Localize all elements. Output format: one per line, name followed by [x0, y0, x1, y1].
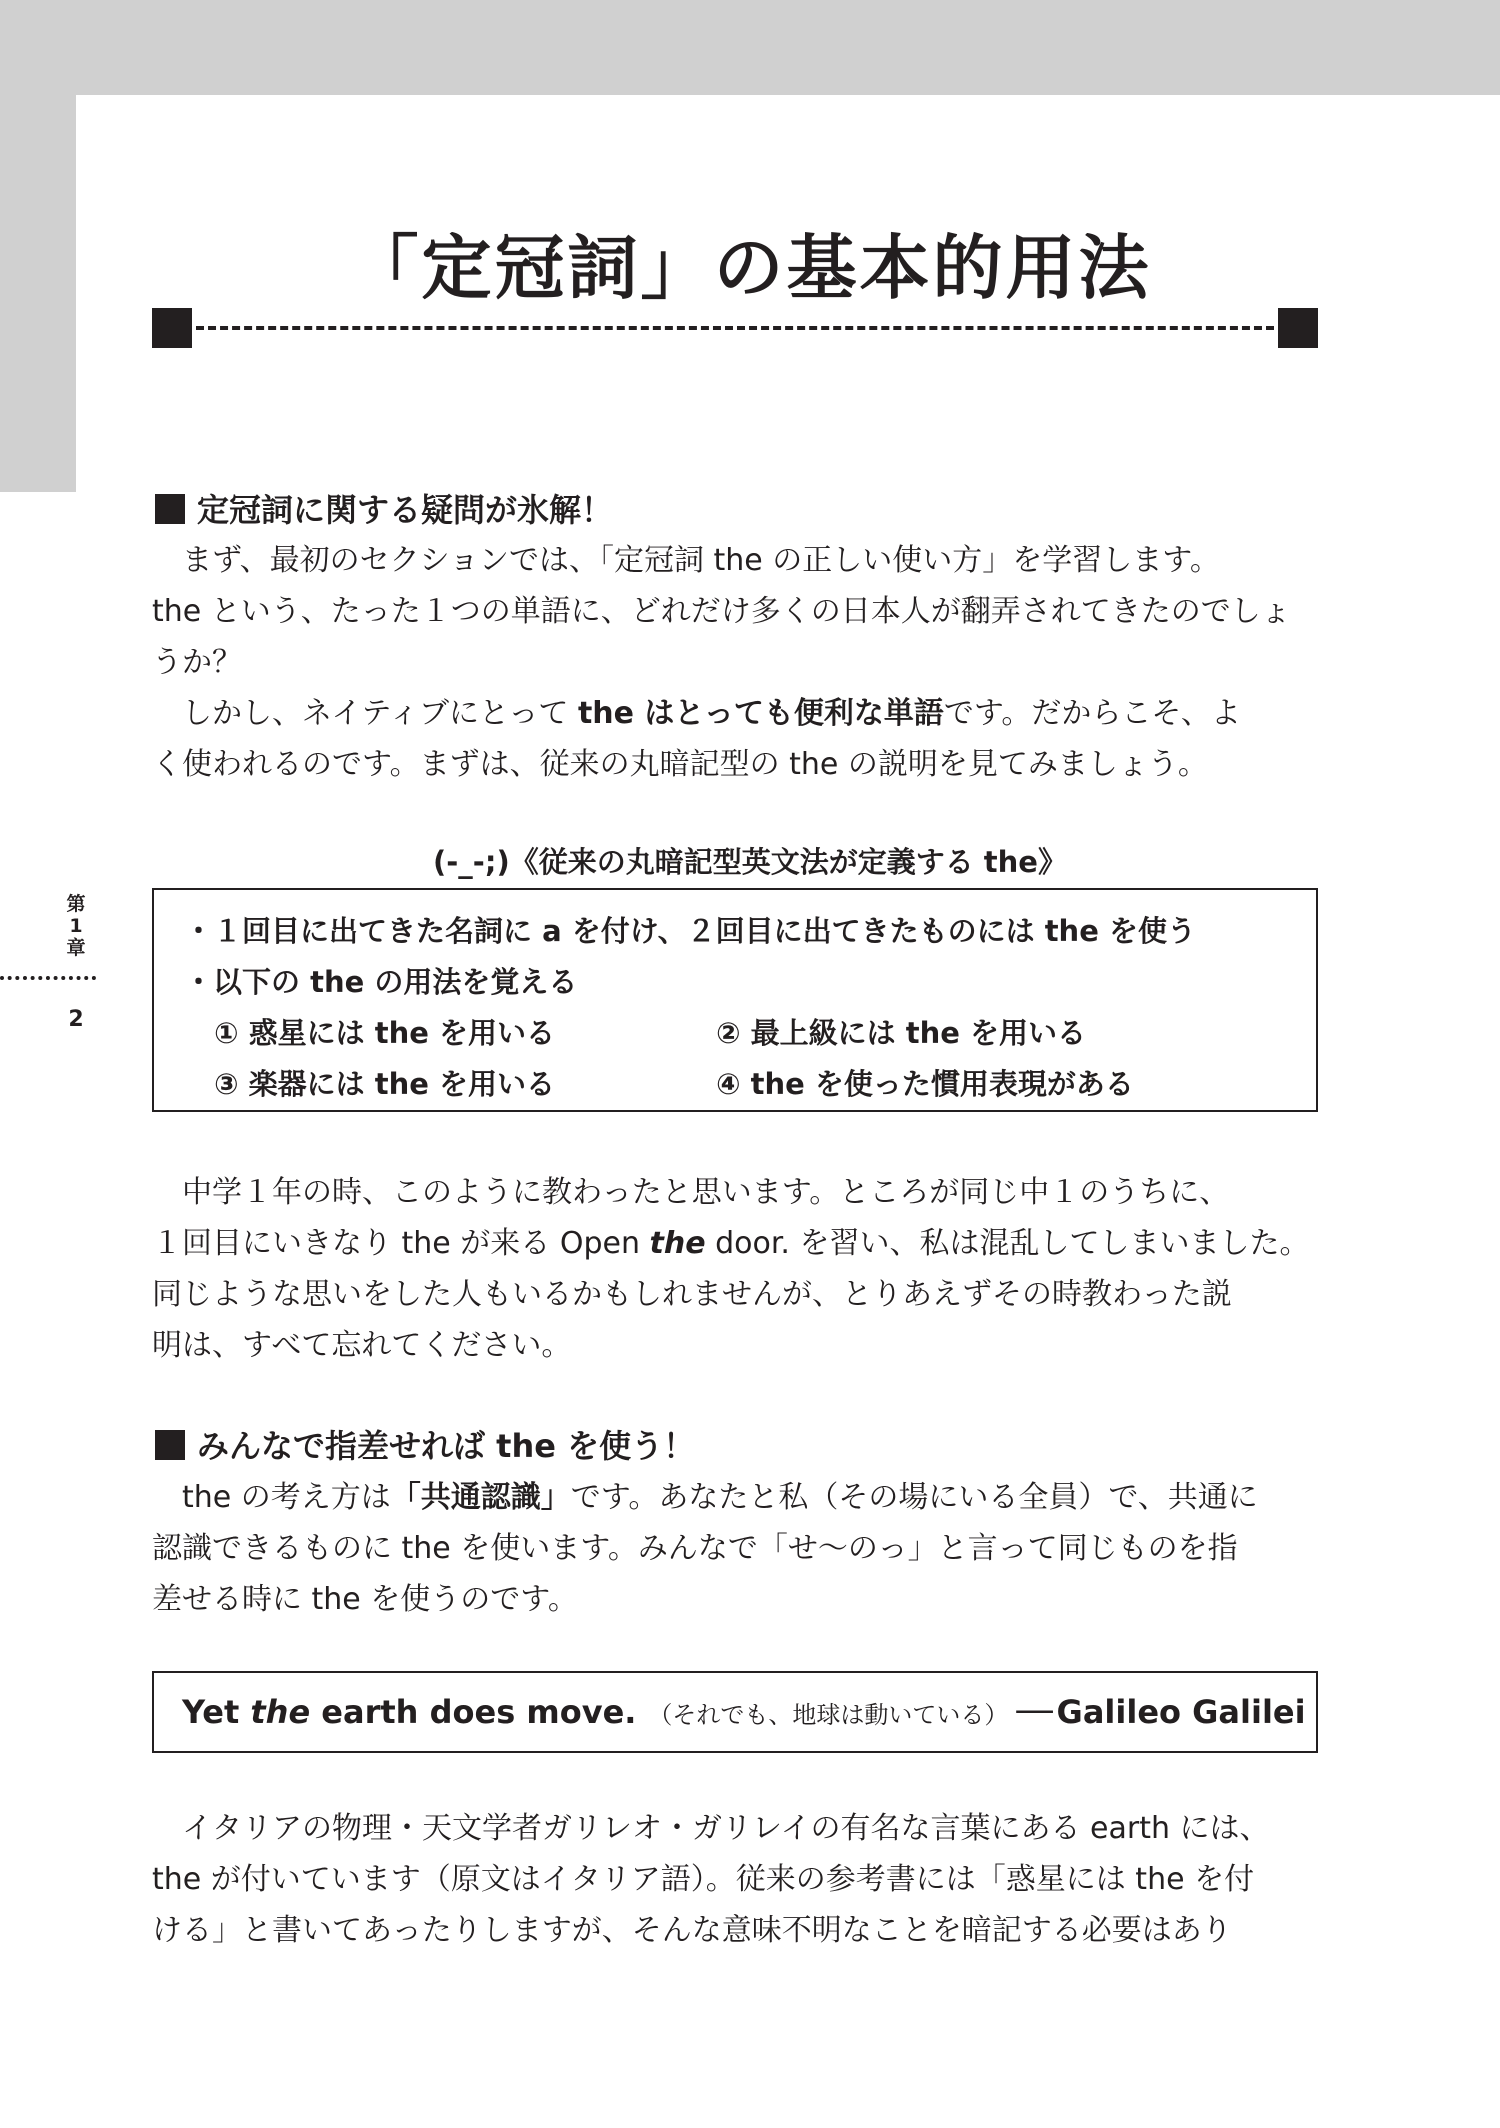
emphasis-text: the	[250, 1693, 311, 1731]
text-run: the の考え方は	[152, 1480, 391, 1515]
rule-items-row	[184, 1008, 1286, 1059]
text-run: １回目にいきなり the が来る Open	[152, 1226, 650, 1261]
section-heading-1-text: 定冠詞に関する疑問が氷解！	[197, 491, 614, 529]
emphasis-text: 「共通認識」	[390, 1480, 571, 1515]
text-run: Yet	[182, 1693, 251, 1731]
rule-item: ② 最上級には the を用いる	[716, 1016, 1087, 1050]
quote-translation: （それでも、地球は動いている）	[648, 1700, 1009, 1729]
quote-author: Galileo Galilei	[1056, 1693, 1306, 1731]
top-gray-band	[0, 0, 1500, 95]
text-run: earth does move.	[310, 1693, 637, 1731]
section-heading-2	[155, 1424, 695, 1468]
text-run: です。だからこそ、よ	[943, 696, 1241, 731]
divider-square-right	[1278, 308, 1318, 348]
quote-english	[182, 1693, 636, 1731]
section-heading-2-text: みんなで指差せれば the を使う！	[197, 1427, 696, 1465]
paragraph-line: まず、最初のセクションでは、「定冠詞 the の正しい使い方」を学習します。	[152, 543, 1220, 578]
page-number: 2	[68, 1007, 84, 1032]
paragraph-2	[152, 1167, 1322, 1371]
emphasis-text: the	[649, 1226, 706, 1261]
page-title: 「定冠詞」の基本的用法	[348, 227, 1152, 309]
paragraph-line: 中学１年の時、このように教わったと思います。ところが同じ中１のうちに、	[152, 1175, 1230, 1210]
side-dotted-rule	[0, 976, 96, 980]
paragraph-line: 同じような思いをした人もいるかもしれませんが、とりあえずその時教わった説	[152, 1277, 1232, 1312]
paragraph-line: the という、たった１つの単語に、どれだけ多くの日本人が翻弄されてきたのでしょ	[152, 594, 1291, 629]
divider-square-left	[152, 308, 192, 348]
paragraph-line: うか？	[152, 645, 242, 680]
chapter-label: 第1章	[66, 893, 86, 959]
paragraph-1	[152, 535, 1322, 790]
rule-line: ・以下の the の用法を覚える	[184, 965, 578, 999]
paragraph-line: く使われるのです。まずは、従来の丸暗記型の the の説明を見てみましょう。	[152, 747, 1208, 782]
rule-line: ・１回目に出てきた名詞に a を付け、２回目に出てきたものには the を使う	[184, 914, 1196, 948]
paragraph-line: 差せる時に the を使うのです。	[152, 1582, 578, 1617]
rule-items-row	[184, 1059, 1286, 1110]
divider-dashed-line	[196, 326, 1274, 330]
section-heading-1	[155, 488, 613, 532]
heading-square-icon	[155, 494, 185, 524]
paragraph-line	[152, 688, 1322, 739]
paragraph-line	[152, 1218, 1322, 1269]
title-divider	[152, 308, 1318, 348]
paragraph-line	[152, 1472, 1322, 1523]
rule-item: ④ the を使った慣用表現がある	[716, 1067, 1134, 1101]
paragraph-4	[152, 1803, 1322, 1956]
rule-box	[152, 888, 1318, 1112]
text-run: door. を習い、私は混乱してしまいました。	[705, 1226, 1310, 1261]
text-run: です。あなたと私（その場にいる全員）で、共通に	[570, 1480, 1258, 1515]
paragraph-line: 明は、すべて忘れてください。	[152, 1328, 572, 1363]
quote-box	[152, 1671, 1318, 1753]
quote-dash: ──	[1016, 1694, 1053, 1730]
heading-square-icon	[155, 1430, 185, 1460]
emphasis-text: the はとっても便利な単語	[577, 696, 944, 731]
rule-item: ③ 楽器には the を用いる	[214, 1067, 556, 1101]
paragraph-line: ける」と書いてあったりしますが、そんな意味不明なことを暗記する必要はあり	[152, 1913, 1232, 1948]
rule-box-title: (-_-;)《従来の丸暗記型英文法が定義する the》	[433, 845, 1067, 879]
text-run: しかし、ネイティブにとって	[152, 696, 578, 731]
rule-item: ① 惑星には the を用いる	[214, 1016, 556, 1050]
paragraph-3	[152, 1472, 1322, 1625]
paragraph-line: 認識できるものに the を使います。みんなで「せ〜のっ」と言って同じものを指	[152, 1531, 1238, 1566]
paragraph-line: the が付いています（原文はイタリア語）。従来の参考書には「惑星には the を付	[152, 1862, 1255, 1897]
paragraph-line: イタリアの物理・天文学者ガリレオ・ガリレイの有名な言葉にある earth には、	[152, 1811, 1270, 1846]
